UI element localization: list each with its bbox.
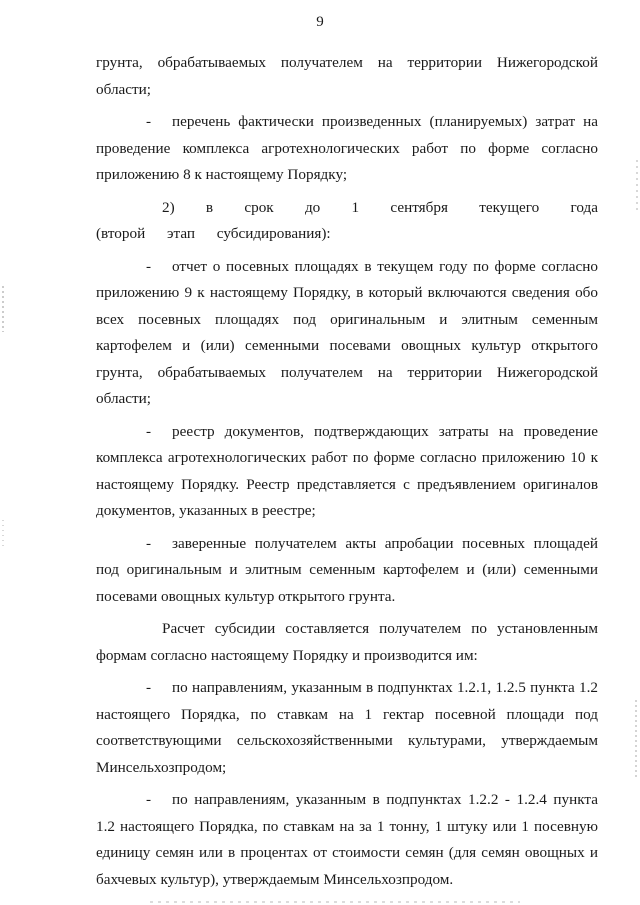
list-item-text: по направлениям, указанным в подпунктах 1.2.1, 1.2.5 пункта 1.2 настоящего Порядка, по ставкам на 1 гектар посевной площади под соответствующими сельскохозяйственными культурами, утверждаемым Минсельхозпродом; xyxy=(96,679,598,776)
list-item xyxy=(96,531,598,611)
dash-bullet: - xyxy=(146,679,152,696)
list-item-text: отчет о посевных площадях в текущем году по форме согласно приложению 9 к настоящему Порядку, в который включаются сведения обо всех посевных площадях под оригинальным и элитным семенным картофелем и (или) семенными посевами овощных культур открытого грунта, обрабатываемых получателем на территории Нижегородской области; xyxy=(96,257,598,407)
list-item-text: по направлениям, указанным в подпунктах 1.2.2 - 1.2.4 пункта 1.2 настоящего Порядка, по ставкам на за 1 тонну, 1 штуку или 1 посевную единицу семян или в процентах от стоимости семян (для семян овощных и бахчевых культур), утверждаемым Минсельхозпродом. xyxy=(96,791,598,888)
paragraph-text: грунта, обрабатываемых получателем на территории Нижегородской области; xyxy=(96,54,598,98)
list-item-text: перечень фактически произведенных (планируемых) затрат на проведение комплекса агротехнологических работ по форме согласно приложению 8 к настоящему Порядку; xyxy=(96,113,598,183)
paragraph-text: Расчет субсидии составляется получателем по установленным формам согласно настоящему Порядку и производится им: xyxy=(96,620,598,664)
dash-bullet: - xyxy=(146,257,152,275)
list-item-text: реестр документов, подтверждающих затраты на проведение комплекса агротехнологических работ по форме согласно приложению 10 к настоящему Порядку. Реестр представляется с предъявлением оригиналов документов, указанных в реестре; xyxy=(96,422,598,519)
page-number: 9 xyxy=(316,14,324,30)
list-item xyxy=(96,109,598,189)
dash-bullet: - xyxy=(146,791,152,808)
paragraph-step xyxy=(96,195,598,248)
dash-bullet: - xyxy=(146,113,152,130)
paragraph-indented xyxy=(96,616,598,669)
list-item xyxy=(96,675,598,781)
list-item xyxy=(96,787,598,893)
list-item-text: заверенные получателем акты апробации посевных площадей под оригинальным и элитным семенным картофелем и (или) семенными посевами овощных культур открытого грунта. xyxy=(96,534,598,605)
dash-bullet: - xyxy=(146,422,152,440)
paragraph-text: 2) в срок до 1 сентября текущего года (второй этап субсидирования): xyxy=(96,198,598,242)
dash-bullet: - xyxy=(146,534,152,552)
body-text xyxy=(96,50,598,893)
paragraph-continuation xyxy=(96,50,598,103)
list-item xyxy=(96,254,598,413)
list-item xyxy=(96,419,598,525)
